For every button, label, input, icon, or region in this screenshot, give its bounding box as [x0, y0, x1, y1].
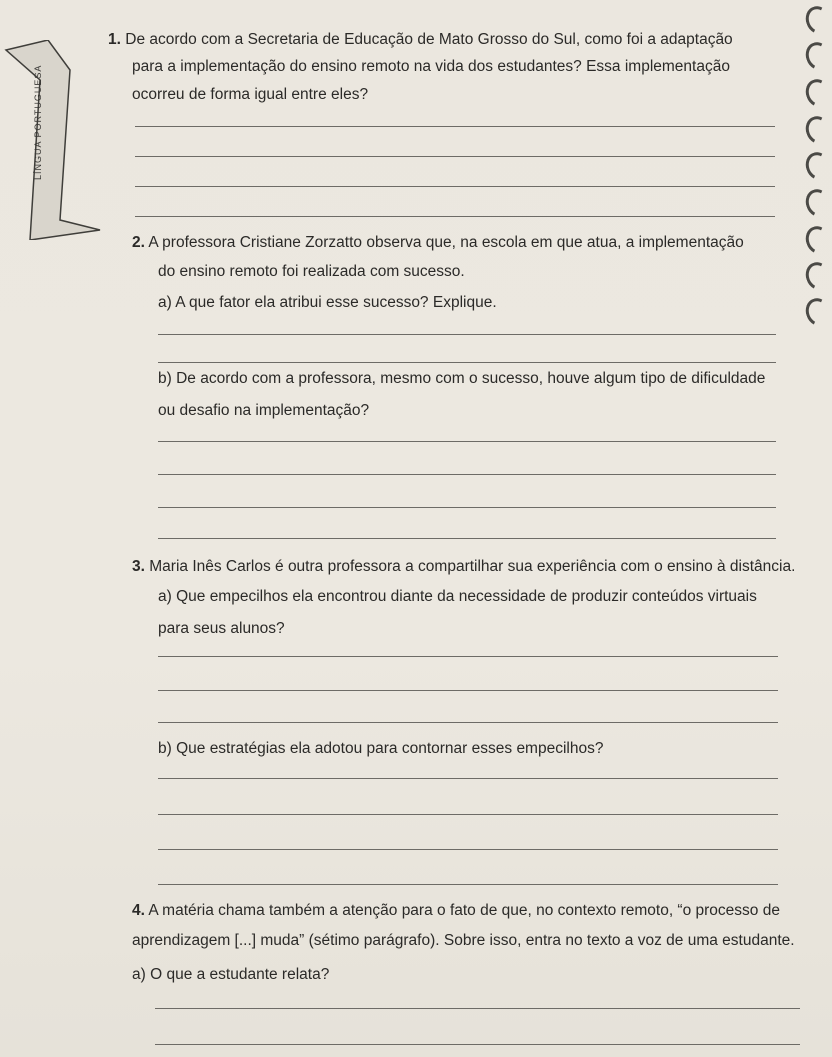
ring-icon: [802, 259, 832, 294]
q1-text-2: para a implementação do ensino remoto na vida dos estudantes? Essa implementação: [132, 58, 730, 75]
q4-text-2: aprendizagem [...] muda” (sétimo parágrafo). Sobre isso, entra no texto a voz de uma estudante.: [132, 932, 795, 949]
answer-line[interactable]: [135, 126, 775, 127]
q2-text-1: A professora Cristiane Zorzatto observa que, na escola em que atua, a implementação: [148, 234, 744, 251]
q4-text-1: A matéria chama também a atenção para o fato de que, no contexto remoto, “o processo de: [148, 902, 780, 919]
q3-number: 3.: [132, 558, 145, 575]
ring-icon: [802, 295, 832, 330]
q2-number: 2.: [132, 234, 145, 251]
ring-icon: [802, 113, 832, 148]
q2a-text: a) A que fator ela atribui esse sucesso? Explique.: [158, 294, 497, 311]
q3a-text-1: a) Que empecilhos ela encontrou diante da necessidade de produzir conteúdos virtuais: [158, 588, 757, 605]
answer-line[interactable]: [158, 778, 778, 779]
answer-line[interactable]: [158, 538, 776, 539]
answer-line[interactable]: [158, 849, 778, 850]
answer-line[interactable]: [158, 507, 776, 508]
answer-line[interactable]: [135, 186, 775, 187]
q3-text-1: Maria Inês Carlos é outra professora a compartilhar sua experiência com o ensino à distância.: [149, 558, 796, 575]
answer-line[interactable]: [158, 884, 778, 885]
answer-line[interactable]: [158, 441, 776, 442]
ring-icon: [802, 186, 832, 221]
q2-line1: [132, 228, 744, 258]
ring-icon: [802, 223, 832, 258]
q3a-text-2: para seus alunos?: [158, 620, 285, 637]
answer-line[interactable]: [158, 334, 776, 335]
answer-line[interactable]: [135, 156, 775, 157]
ring-icon: [802, 76, 832, 111]
q1-number: 1.: [108, 31, 121, 48]
answer-line[interactable]: [135, 216, 775, 217]
q1-line1: [108, 25, 733, 55]
ring-icon: [802, 149, 832, 184]
binding-rings: [772, 0, 832, 340]
ring-icon: [802, 3, 832, 38]
q2b-text-1: b) De acordo com a professora, mesmo com o sucesso, houve algum tipo de dificuldade: [158, 370, 766, 387]
q4-line1: [132, 896, 780, 926]
spine-label: LÍNGUA PORTUGUESA: [33, 64, 43, 180]
q1-text-3: ocorreu de forma igual entre eles?: [132, 86, 369, 103]
answer-line[interactable]: [158, 474, 776, 475]
spine-tab: [0, 40, 110, 240]
q2-text-2: do ensino remoto foi realizada com sucesso.: [158, 263, 465, 280]
spine-shape: [0, 40, 110, 240]
answer-line[interactable]: [158, 690, 778, 691]
q3b-text: b) Que estratégias ela adotou para contornar esses empecilhos?: [158, 740, 604, 757]
ring-icon: [802, 39, 832, 74]
answer-line[interactable]: [155, 1044, 800, 1045]
answer-line[interactable]: [158, 362, 776, 363]
answer-line[interactable]: [155, 1008, 800, 1009]
q2b-text-2: ou desafio na implementação?: [158, 402, 370, 419]
q1-text-1: De acordo com a Secretaria de Educação de Mato Grosso do Sul, como foi a adaptação: [125, 31, 733, 48]
answer-line[interactable]: [158, 722, 778, 723]
q3-line1: [132, 552, 795, 582]
q4a-text: a) O que a estudante relata?: [132, 966, 330, 983]
q4-number: 4.: [132, 902, 145, 919]
answer-line[interactable]: [158, 656, 778, 657]
answer-line[interactable]: [158, 814, 778, 815]
